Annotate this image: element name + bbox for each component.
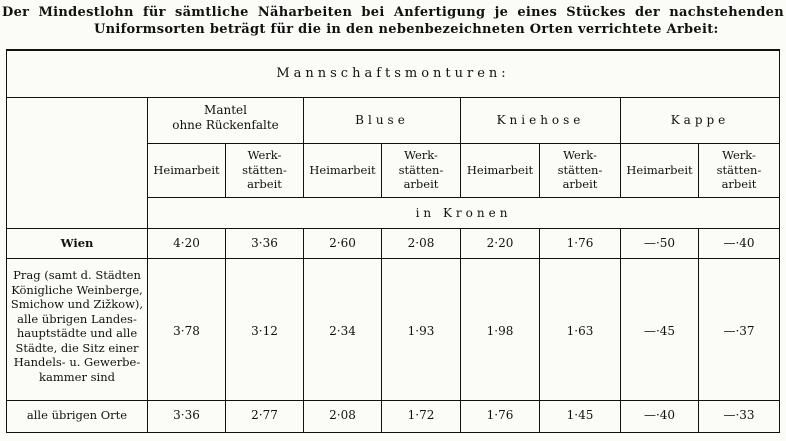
cell: 2·08 <box>329 408 356 422</box>
row-label-uebrige-orte: alle übrigen Orte <box>26 408 128 422</box>
cell: 4·20 <box>173 236 200 250</box>
col-rule-3 <box>303 97 304 197</box>
cell: 3·36 <box>251 236 278 250</box>
table-bottom-rule <box>6 432 780 433</box>
cell: 1·45 <box>566 408 594 422</box>
row-rule-2 <box>6 400 780 401</box>
col-rule-1 <box>147 97 148 433</box>
cell: 2·77 <box>251 408 278 422</box>
cell: —·33 <box>723 408 755 422</box>
cell: 1·76 <box>566 236 594 250</box>
cell: —·40 <box>723 236 755 250</box>
header-bottom-rule <box>6 228 780 229</box>
worktype-workshop-1: Werk- stätten- arbeit <box>242 148 287 191</box>
cell: —·37 <box>723 324 755 338</box>
cell: 2·34 <box>329 324 356 338</box>
row-label-prag: Prag (samt d. Städten Königliche Weinberge, Smichow und Zižkow), alle übrigen Landes- hauptstädte und alle Städte, die Sitz einer Handels- u. Gewerbe- kammer sind <box>10 268 144 384</box>
garment-header-mantel: Mantel ohne Rückenfalte <box>172 103 279 132</box>
worktype-home-3: Heimarbeit <box>466 163 534 177</box>
worktype-home-2: Heimarbeit <box>309 163 376 177</box>
col-rule-5 <box>460 97 461 197</box>
cell: 2·60 <box>329 236 356 250</box>
garment-header-kappe: Kappe <box>670 113 730 127</box>
cell: 3·12 <box>251 324 278 338</box>
worktype-workshop-3: Werk- stätten- arbeit <box>557 148 603 191</box>
cell: 1·63 <box>566 324 594 338</box>
cell: 2·20 <box>486 236 514 250</box>
col-rule-7 <box>620 97 621 197</box>
worktype-workshop-2: Werk- stätten- arbeit <box>398 148 444 191</box>
table-top-rule <box>6 49 780 51</box>
intro-line-2: Uniformsorten beträgt für die in den nebenbezeichneten Orten verrichtete Arbeit: <box>94 22 719 37</box>
header-top-rule <box>6 97 780 98</box>
cell: 3·78 <box>173 324 200 338</box>
cell: 1·93 <box>407 324 435 338</box>
garment-header-rule <box>147 143 780 144</box>
worktype-home-4: Heimarbeit <box>626 163 693 177</box>
cell: —·45 <box>643 324 676 338</box>
garment-header-bluse: Bluse <box>355 113 409 127</box>
row-label-wien: Wien <box>60 236 94 250</box>
currency-label: in Kronen <box>415 206 512 220</box>
worktype-header-rule <box>147 197 780 198</box>
cell: 2·08 <box>407 236 435 250</box>
cell: 1·72 <box>407 408 435 422</box>
cell: —·50 <box>643 236 676 250</box>
cell: 1·98 <box>486 324 514 338</box>
garment-header-kniehose: Kniehose <box>496 113 585 127</box>
cell: 3·36 <box>173 408 200 422</box>
intro-line-1: Der Mindestlohn für sämtliche Näharbeiten bei Anfertigung je eines Stückes der nachstehenden <box>2 5 784 20</box>
section-title: Mannschaftsmonturen: <box>276 66 510 81</box>
intro-text <box>2 4 784 38</box>
worktype-home-1: Heimarbeit <box>153 163 220 177</box>
worktype-workshop-4: Werk- stätten- arbeit <box>716 148 762 191</box>
cell: —·40 <box>643 408 676 422</box>
table-right-rule <box>779 49 780 433</box>
row-rule-1 <box>6 258 780 259</box>
cell: 1·76 <box>486 408 514 422</box>
